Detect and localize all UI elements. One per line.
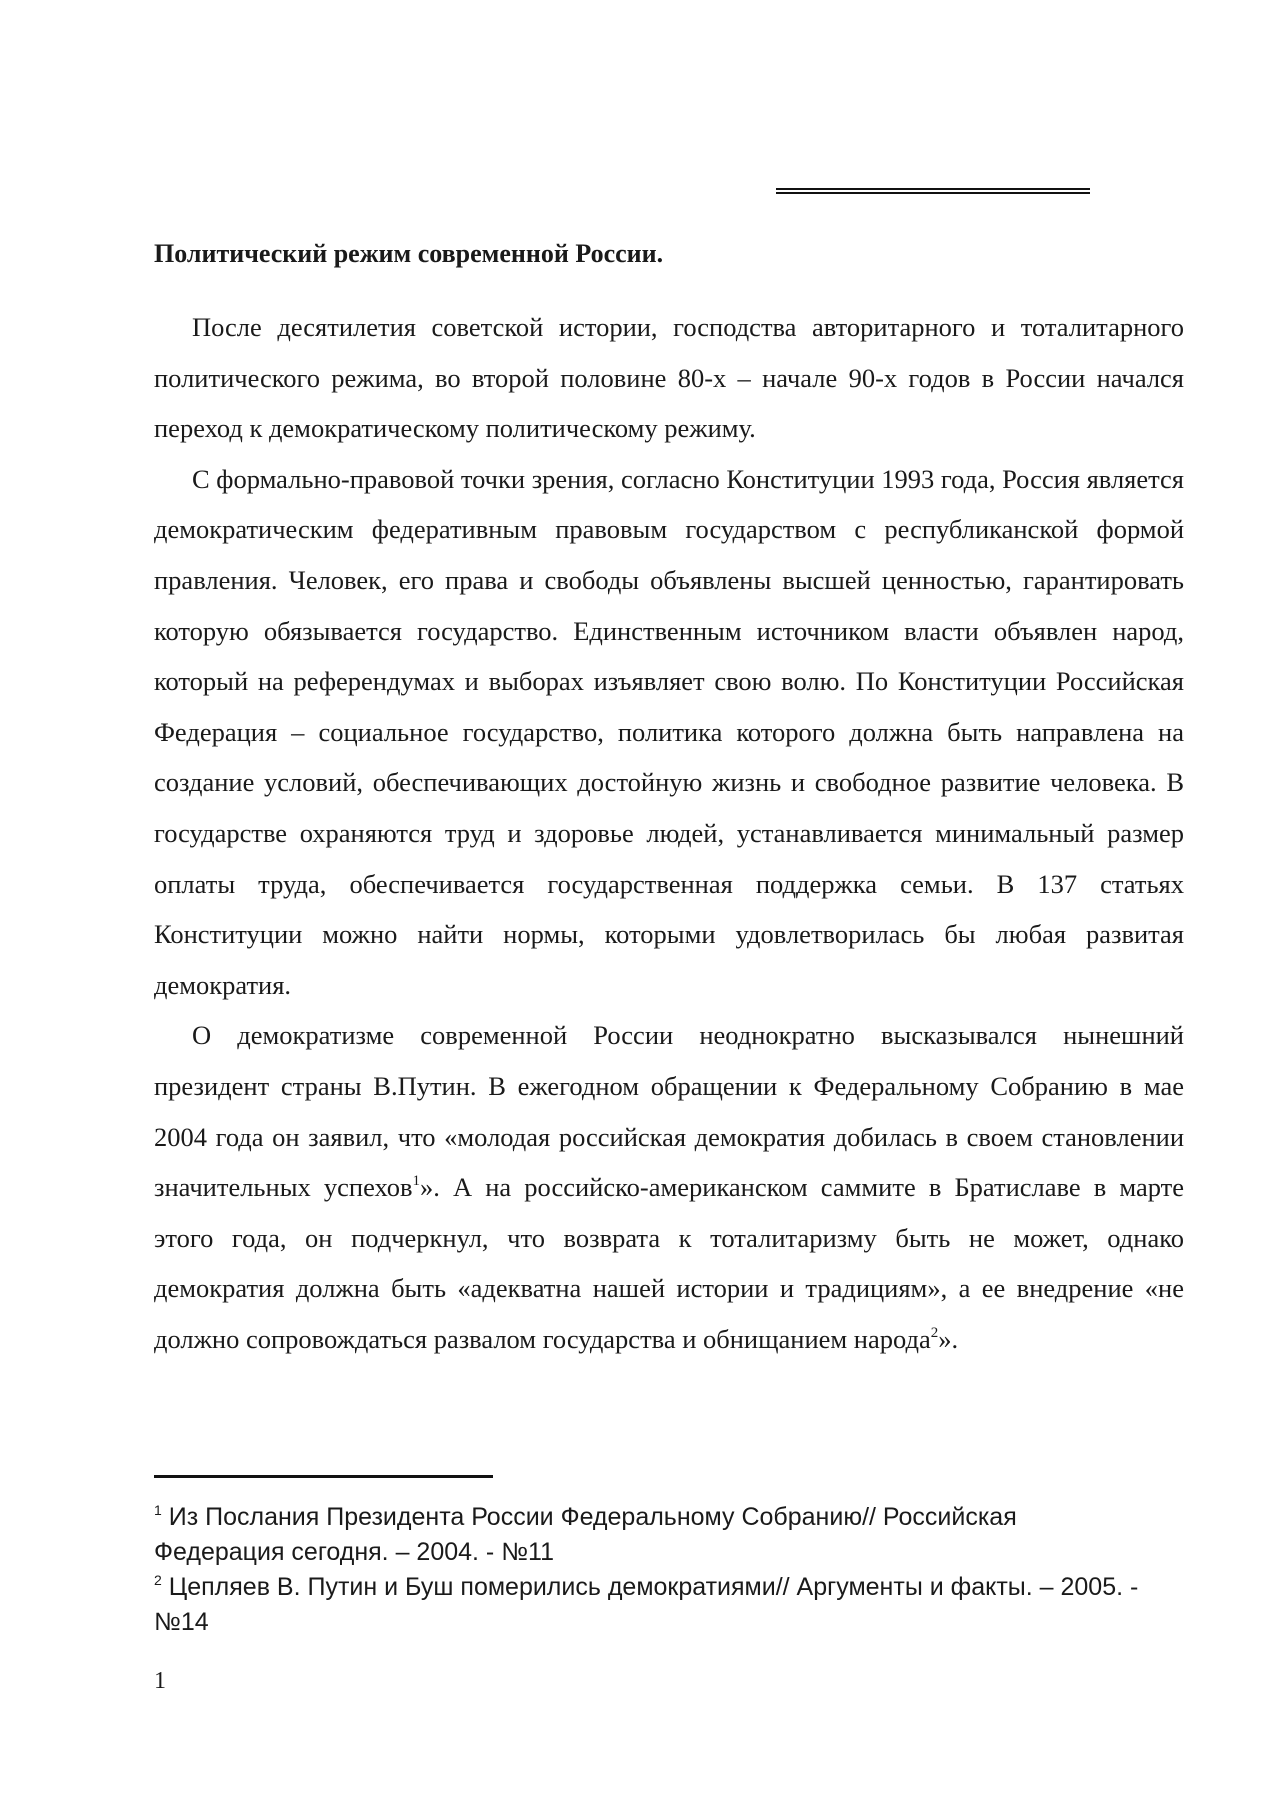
paragraph-3-part-3: ». [938, 1323, 959, 1354]
footnotes [154, 1500, 1154, 1640]
paragraph-1: После десятилетия советской истории, господства авторитарного и тоталитарного политического режима, во второй половине 80-х – начале 90-х годов в России начался переход к демократическому политическому режиму. [154, 312, 1184, 444]
document-title: Политический режим современной России. [154, 239, 664, 268]
paragraph-3-part-2: ». А на российско-американском саммите в Братиславе в марте этого года, он подчеркнул, что возврата к тоталитаризму быть не может, однако демократия должна быть «адекватна нашей истории и традициям», а ее внедрение «не должно сопровождаться развалом государства и обнищанием народа [154, 1172, 1184, 1354]
paragraph-3 [154, 1010, 1184, 1364]
footnote-2-text: Цепляев В. Путин и Буш померились демократиями// Аргументы и факты. – 2005. - №14 [154, 1573, 1139, 1636]
footnote-ref-2[interactable]: 2 [930, 1324, 939, 1341]
footnote-1 [154, 1500, 1154, 1570]
paragraph-3-part-1: О демократизме современной России неоднократно высказывался нынешний президент страны В.Путин. В ежегодном обращении к Федеральному Собранию в мае 2004 года он заявил, что «молодая российская демократия добилась в своем становлении значительных успехов [154, 1020, 1184, 1203]
document-body [154, 302, 1184, 1364]
page-number: 1 [154, 1668, 166, 1694]
footnote-mark-2: 2 [154, 1572, 162, 1588]
footnote-mark-1: 1 [154, 1502, 162, 1518]
header-double-rule [776, 188, 1090, 194]
footnote-ref-1[interactable]: 1 [412, 1173, 420, 1190]
footnote-1-text: Из Послания Президента России Федеральному Собранию// Российская Федерация сегодня. – 2004. - №11 [154, 1503, 1017, 1566]
footnote-separator [154, 1475, 493, 1478]
paragraph-2: С формально-правовой точки зрения, согласно Конституции 1993 года, Россия является демократическим федеративным правовым государством с республиканской формой правления. Человек, его права и свободы объявлены высшей ценностью, гарантировать которую обязывается государство. Единственным источником власти объявлен народ, который на референдумах и выборах изъявляет свою волю. По Конституции Российская Федерация – социальное государство, политика которого должна быть направлена на создание условий, обеспечивающих достойную жизнь и свободное развитие человека. В государстве охраняются труд и здоровье людей, устанавливается минимальный размер оплаты труда, обеспечивается государственная поддержка семьи. В 137 статьях Конституции можно найти нормы, которыми удовлетворилась бы любая развитая демократия. [154, 463, 1184, 1000]
footnote-2 [154, 1570, 1154, 1640]
